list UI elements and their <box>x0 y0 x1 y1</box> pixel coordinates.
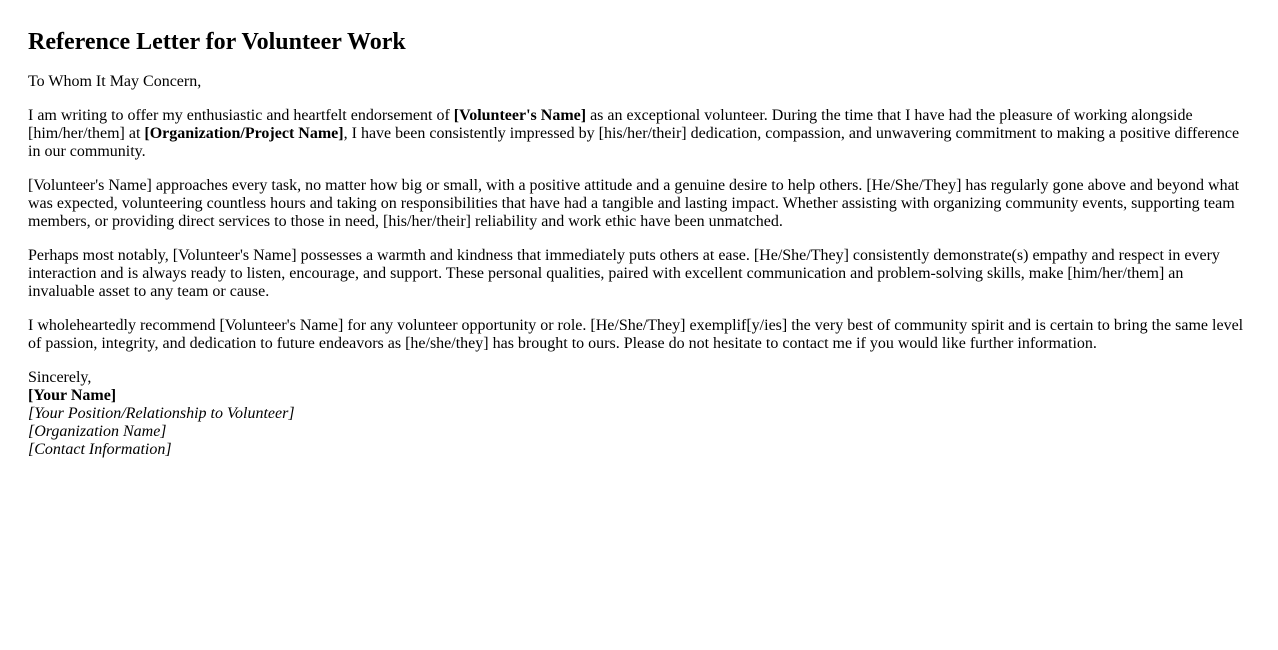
paragraph-qualities: Perhaps most notably, [Volunteer's Name] possesses a warmth and kindness that immediately puts others at ease. [He/She/They] consistently demonstrate(s) empathy and respect in every interaction and is always ready to listen, encourage, and support. These personal qualities, paired with excellent communication and problem-solving skills, make [him/her/them] an invaluable asset to any team or cause. <box>28 247 1220 300</box>
letter-greeting: To Whom It May Concern, <box>28 73 202 90</box>
paragraph-text: as an exceptional volunteer. During the time that I have had the pleasure of working alongside [him/her/them] at <box>28 107 1193 142</box>
signature-position: [Your Position/Relationship to Volunteer] <box>28 405 295 422</box>
letter-title: Reference Letter for Volunteer Work <box>28 29 406 55</box>
letter-document <box>28 0 1250 459</box>
paragraph-attitude: [Volunteer's Name] approaches every task, no matter how big or small, with a positive attitude and a genuine desire to help others. [He/She/They] has regularly gone above and beyond what was expected, volunteering countless hours and taking on responsibilities that have had a tangible and lasting impact. Whether assisting with organizing community events, supporting team members, or providing direct services to those in need, [his/her/their] reliability and work ethic have been unmatched. <box>28 177 1240 230</box>
signature-block <box>28 369 1250 459</box>
signature-contact: [Contact Information] <box>28 441 172 458</box>
paragraph-recommendation: I wholeheartedly recommend [Volunteer's Name] for any volunteer opportunity or role. [He/She/They] exemplif[y/ies] the very best of community spirit and is certain to bring the same level of passion, integrity, and dedication to future endeavors as [he/she/they] has brought to ours. Please do not hesitate to contact me if you would like further information. <box>28 317 1244 352</box>
signature-organization: [Organization Name] <box>28 423 167 440</box>
organization-placeholder: [Organization/Project Name] <box>144 125 344 142</box>
paragraph-endorsement <box>28 107 1250 161</box>
volunteer-name-placeholder: [Volunteer's Name] <box>453 107 587 124</box>
signature-name: [Your Name] <box>28 387 117 404</box>
paragraph-text: I am writing to offer my enthusiastic and heartfelt endorsement of <box>28 107 454 124</box>
signature-closing: Sincerely, <box>28 369 92 386</box>
paragraph-text: , I have been consistently impressed by [his/her/their] dedication, compassion, and unwavering commitment to making a positive difference in our community. <box>28 125 1240 160</box>
